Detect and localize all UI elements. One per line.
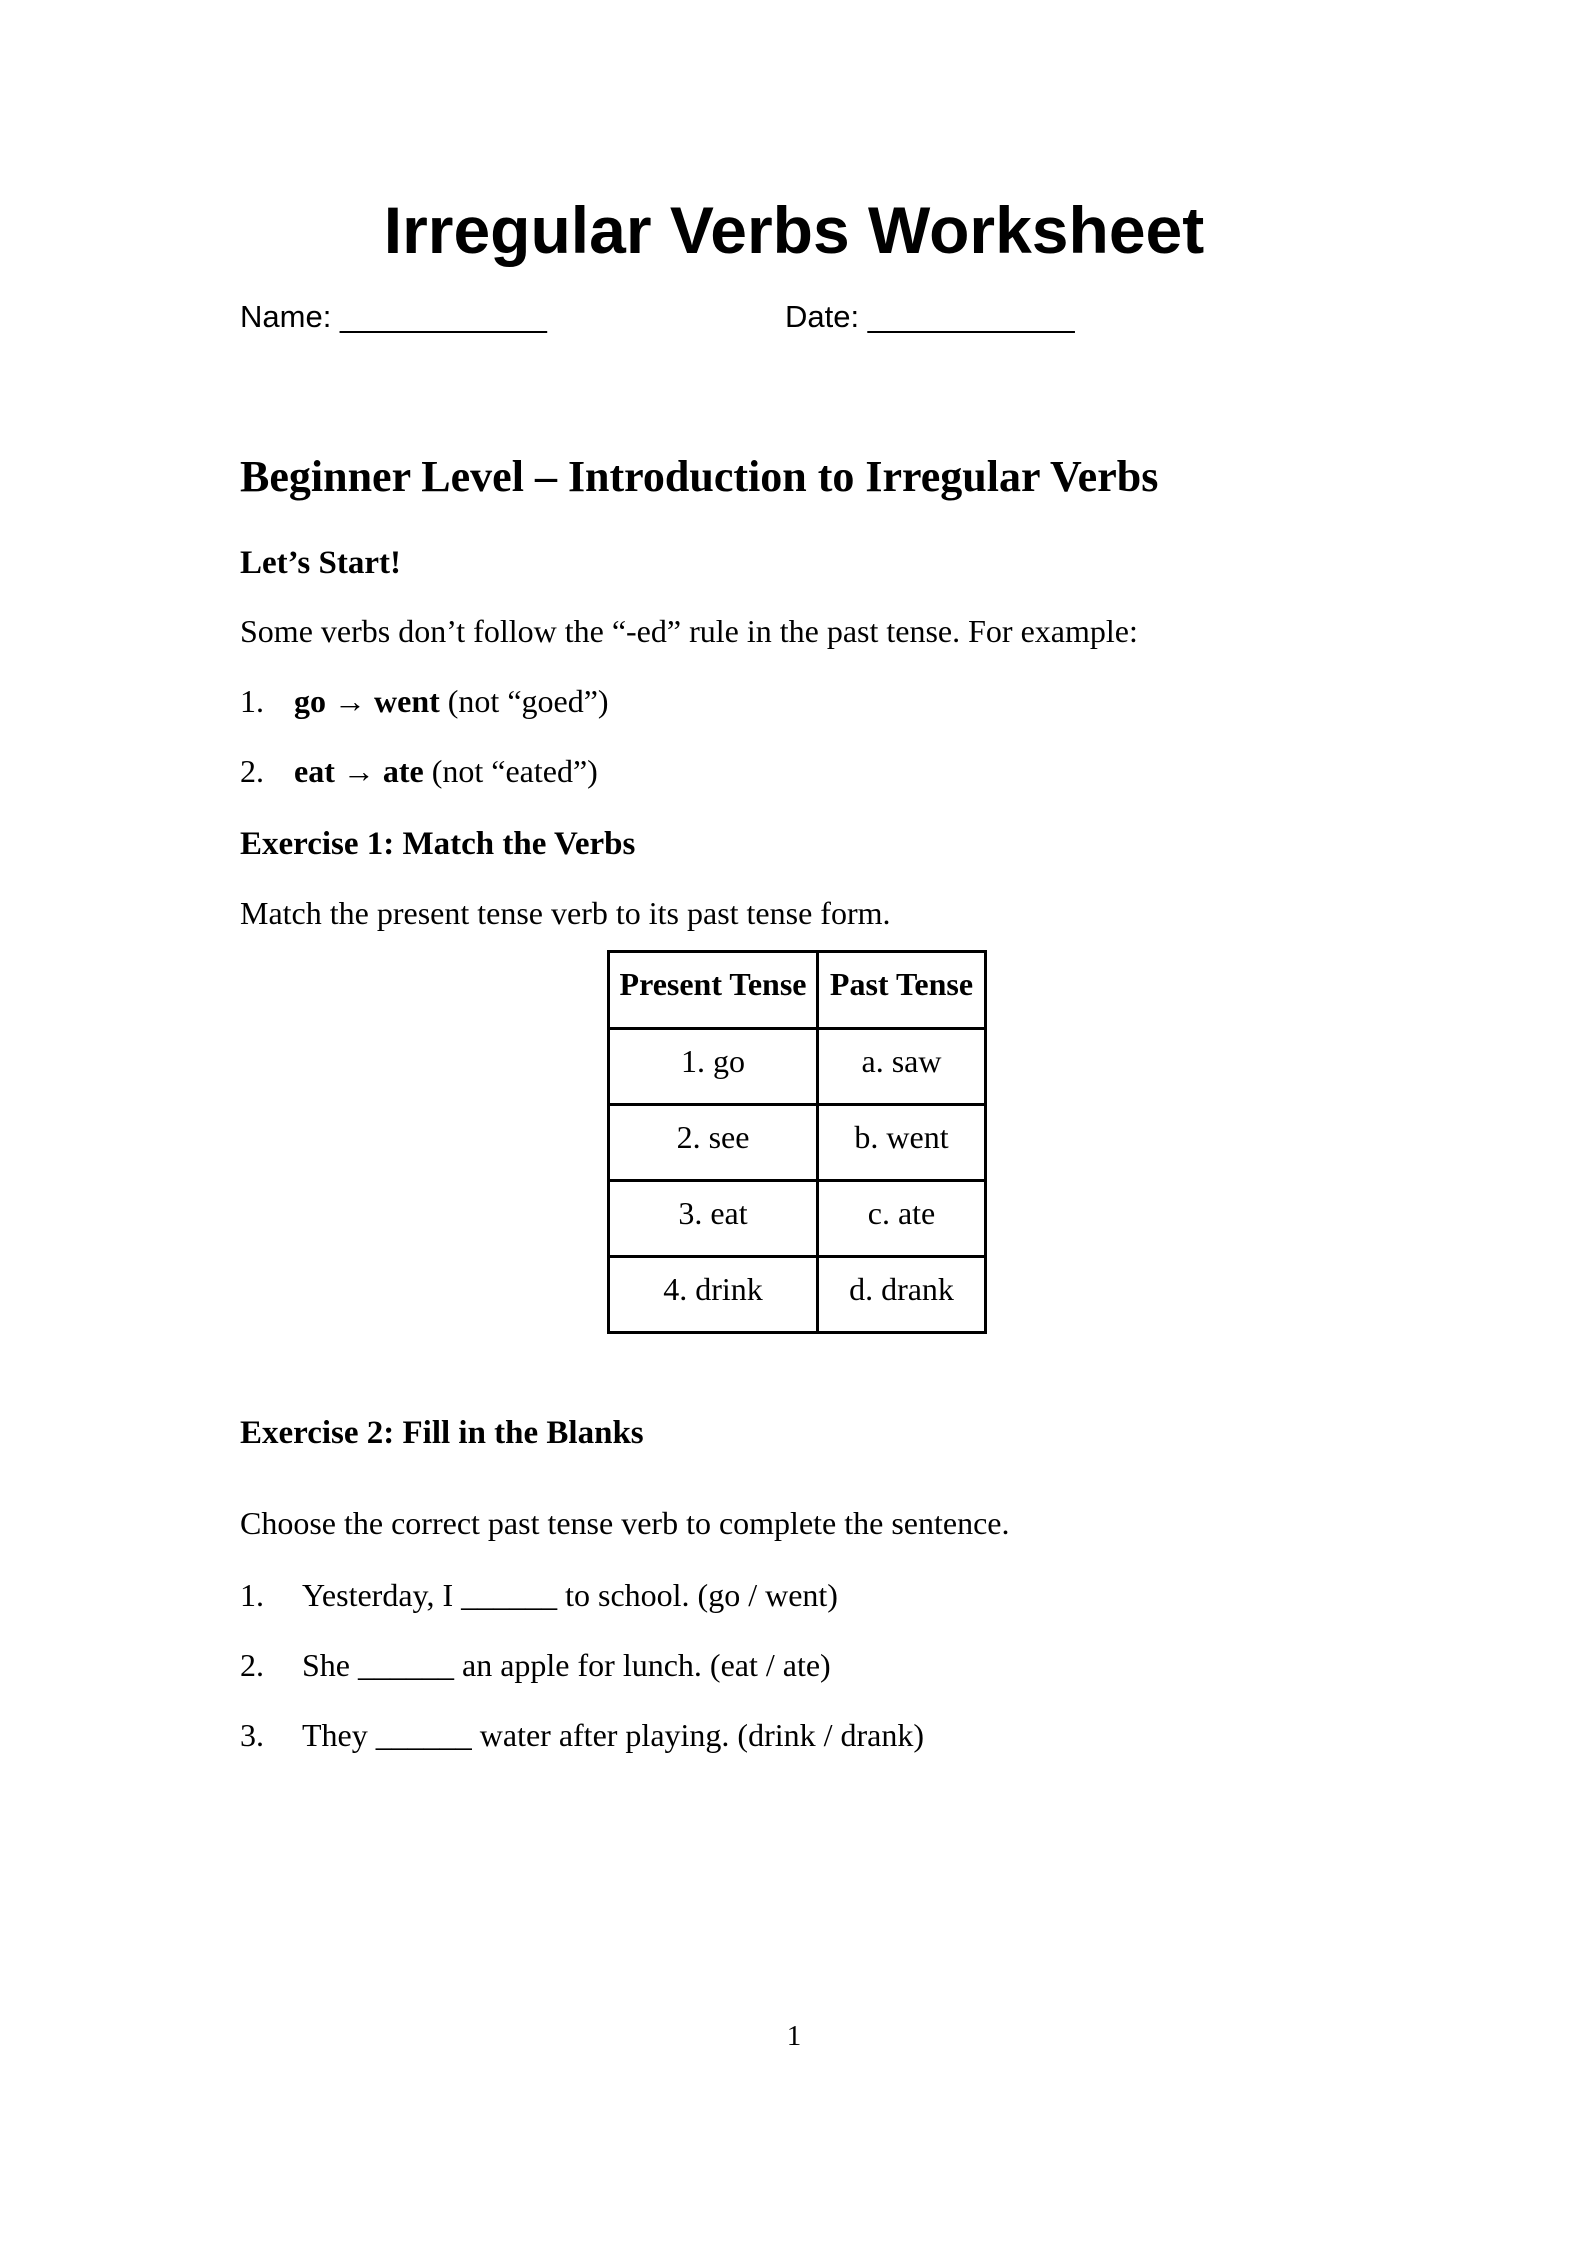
present-tense-cell: 4. drink	[609, 1257, 818, 1333]
example-item-verbs: eat → ate	[294, 753, 424, 789]
date-field-group	[785, 299, 1075, 335]
example-item-verbs: go → went	[294, 683, 440, 719]
name-label: Name:	[240, 299, 332, 334]
example-item-note: (not “goed”)	[439, 683, 609, 719]
example-item-note: (not “eated”)	[423, 753, 598, 789]
fill-blank-item	[240, 1717, 924, 1754]
name-blank-line: ____________	[339, 299, 547, 334]
example-item-number: 2.	[240, 753, 264, 789]
exercise1-instruction: Match the present tense verb to its past tense form.	[240, 895, 891, 931]
table-header-row	[609, 952, 986, 1029]
past-tense-cell: d. drank	[818, 1257, 986, 1333]
present-tense-cell: 1. go	[609, 1029, 818, 1105]
intro-heading: Let’s Start!	[240, 545, 401, 581]
example-item	[240, 683, 609, 720]
section-heading: Beginner Level – Introduction to Irregular Verbs	[240, 452, 1159, 501]
present-tense-cell: 2. see	[609, 1105, 818, 1181]
table-row	[609, 1257, 986, 1333]
past-tense-cell: c. ate	[818, 1181, 986, 1257]
fill-blank-item-number: 1.	[240, 1577, 264, 1613]
present-tense-header: Present Tense	[609, 952, 818, 1029]
example-item-number: 1.	[240, 683, 264, 719]
intro-paragraph: Some verbs don’t follow the “-ed” rule in the past tense. For example:	[240, 613, 1138, 649]
fill-blank-item-number: 3.	[240, 1717, 264, 1753]
past-tense-header: Past Tense	[818, 952, 986, 1029]
present-tense-cell: 3. eat	[609, 1181, 818, 1257]
fill-blank-item	[240, 1647, 831, 1684]
table-row	[609, 1181, 986, 1257]
table-row	[609, 1105, 986, 1181]
fill-blank-item-number: 2.	[240, 1647, 264, 1683]
past-tense-cell: a. saw	[818, 1029, 986, 1105]
page-number: 1	[786, 2020, 802, 2052]
fill-blank-item-text: She ______ an apple for lunch. (eat / ate)	[302, 1647, 831, 1683]
exercise2-heading: Exercise 2: Fill in the Blanks	[240, 1415, 644, 1451]
past-tense-cell: b. went	[818, 1105, 986, 1181]
page-title: Irregular Verbs Worksheet	[383, 193, 1205, 267]
example-item	[240, 753, 598, 790]
date-blank-line: ____________	[867, 299, 1075, 334]
fill-blank-item-text: Yesterday, I ______ to school. (go / went)	[302, 1577, 838, 1613]
date-label: Date:	[785, 299, 860, 334]
exercise2-instruction: Choose the correct past tense verb to complete the sentence.	[240, 1505, 1010, 1541]
match-verbs-table	[607, 950, 987, 1334]
table-row	[609, 1029, 986, 1105]
exercise1-heading: Exercise 1: Match the Verbs	[240, 826, 636, 862]
fill-blank-item-text: They ______ water after playing. (drink / drank)	[302, 1717, 925, 1753]
name-field-group	[240, 299, 547, 335]
name-date-row	[240, 299, 1350, 349]
fill-blank-item	[240, 1577, 838, 1614]
